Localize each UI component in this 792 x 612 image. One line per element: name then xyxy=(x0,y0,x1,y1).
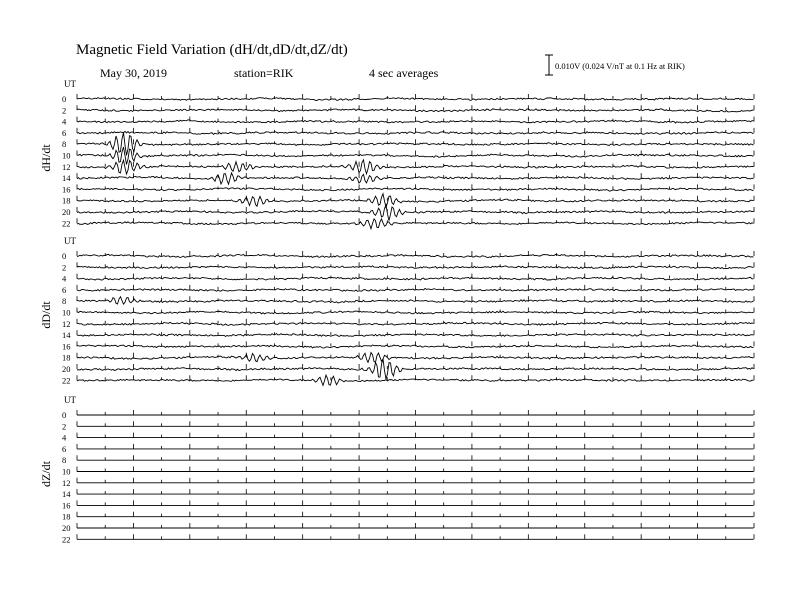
hour-ticks xyxy=(77,274,754,279)
row-label: 6 xyxy=(62,443,67,454)
row-label: 14 xyxy=(62,173,71,184)
hour-ticks xyxy=(77,500,754,505)
row-label: 22 xyxy=(62,375,71,386)
scale-label: 0.010V (0.024 V/nT at 0.1 Hz at RIK) xyxy=(555,61,685,71)
row-label: 16 xyxy=(62,500,71,511)
panel-ylabel: dH/dt xyxy=(39,144,53,172)
hour-ticks xyxy=(77,433,754,438)
ut-label: UT xyxy=(64,79,76,89)
ut-label: UT xyxy=(64,236,76,246)
hour-ticks xyxy=(77,455,754,460)
date-label: May 30, 2019 xyxy=(100,66,167,80)
row-label: 22 xyxy=(62,218,71,229)
scale-bar xyxy=(545,55,553,75)
row-label: 4 xyxy=(62,273,67,284)
row-label: 18 xyxy=(62,352,71,363)
hour-ticks xyxy=(77,512,754,517)
row-label: 8 xyxy=(62,455,67,466)
row-label: 10 xyxy=(62,466,71,477)
row-label: 20 xyxy=(62,207,71,217)
row-label: 10 xyxy=(62,150,71,161)
row-label: 12 xyxy=(62,477,71,488)
hour-ticks xyxy=(77,105,754,110)
averaging-label: 4 sec averages xyxy=(369,66,439,80)
panel-dZ-dt xyxy=(39,395,754,544)
row-label: 10 xyxy=(62,307,71,318)
panel-dH-dt xyxy=(39,79,754,229)
panels xyxy=(39,79,754,544)
row-label: 20 xyxy=(62,364,71,374)
row-label: 0 xyxy=(62,251,67,261)
row-label: 4 xyxy=(62,432,67,443)
row-label: 2 xyxy=(62,262,67,273)
row-label: 0 xyxy=(62,410,67,420)
row-label: 0 xyxy=(62,94,67,104)
row-label: 16 xyxy=(62,341,71,352)
trace-line xyxy=(77,345,754,348)
row-label: 8 xyxy=(62,139,67,150)
hour-ticks xyxy=(77,534,754,539)
ut-label: UT xyxy=(64,395,76,405)
row-label: 6 xyxy=(62,127,67,138)
row-label: 8 xyxy=(62,296,67,307)
row-label: 4 xyxy=(62,116,67,127)
hour-ticks xyxy=(77,523,754,528)
row-label: 14 xyxy=(62,330,71,341)
hour-ticks xyxy=(77,444,754,449)
panel-ylabel: dD/dt xyxy=(39,301,53,329)
row-label: 12 xyxy=(62,318,71,329)
station-label: station=RIK xyxy=(234,66,294,80)
row-label: 16 xyxy=(62,184,71,195)
row-label: 18 xyxy=(62,195,71,206)
row-label: 2 xyxy=(62,105,67,116)
hour-ticks xyxy=(77,478,754,483)
row-label: 20 xyxy=(62,523,71,533)
hour-ticks xyxy=(77,410,754,415)
row-label: 2 xyxy=(62,421,67,432)
row-label: 12 xyxy=(62,161,71,172)
row-label: 18 xyxy=(62,511,71,522)
row-label: 14 xyxy=(62,489,71,500)
hour-ticks xyxy=(77,467,754,472)
chart-title: Magnetic Field Variation (dH/dt,dD/dt,dZ/dt) xyxy=(76,42,348,58)
hour-ticks xyxy=(77,421,754,426)
hour-ticks xyxy=(77,489,754,494)
panel-dD-dt xyxy=(39,236,754,385)
row-label: 22 xyxy=(62,534,71,545)
row-label: 6 xyxy=(62,284,67,295)
trace-line xyxy=(77,188,754,191)
panel-ylabel: dZ/dt xyxy=(39,461,53,487)
